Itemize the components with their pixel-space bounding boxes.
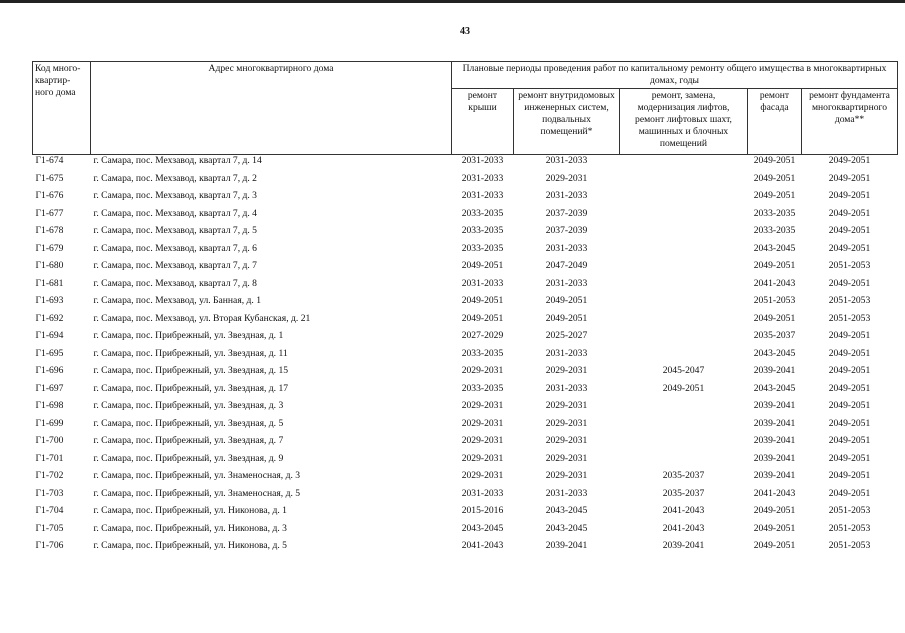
foundation-period: 2049-2051 xyxy=(828,452,871,464)
lifts-period xyxy=(620,348,748,366)
lifts-period xyxy=(620,453,748,471)
foundation-period: 2049-2051 xyxy=(828,207,871,219)
lifts-period xyxy=(620,435,748,453)
house-address: г. Самара, пос. Мехзавод, квартал 7, д. 7 xyxy=(93,260,257,271)
roof-period: 2041-2043 xyxy=(461,540,504,551)
foundation-period: 2049-2051 xyxy=(828,417,871,429)
house-address: г. Самара, пос. Прибрежный, ул. Звездная, д. 1 xyxy=(93,330,284,341)
house-address: г. Самара, пос. Прибрежный, ул. Звездная, д. 5 xyxy=(93,417,284,429)
house-code: Г1-694 xyxy=(35,330,64,341)
house-code: Г1-699 xyxy=(35,417,64,429)
house-code: Г1-695 xyxy=(35,347,64,359)
roof-period: 2031-2033 xyxy=(461,172,504,184)
header-lifts: ремонт, замена, модернизация лифтов, ремонт лифтовых шахт, машинных и блочных помещений xyxy=(620,89,748,155)
foundation-period: 2049-2051 xyxy=(828,435,871,446)
foundation-period: 2051-2053 xyxy=(828,312,871,324)
lifts-period xyxy=(620,225,748,243)
roof-period: 2033-2035 xyxy=(461,347,504,359)
systems-period: 2029-2031 xyxy=(545,452,588,464)
facade-period: 2049-2051 xyxy=(753,505,796,516)
house-address: г. Самара, пос. Мехзавод, квартал 7, д. 3 xyxy=(93,190,257,201)
foundation-period: 2049-2051 xyxy=(828,382,871,394)
facade-period: 2039-2041 xyxy=(753,452,796,464)
foundation-period: 2049-2051 xyxy=(828,347,871,359)
house-code: Г1-693 xyxy=(35,295,64,306)
table-row xyxy=(33,453,898,471)
table-row xyxy=(33,435,898,453)
roof-period: 2043-2045 xyxy=(461,522,504,534)
house-address: г. Самара, пос. Мехзавод, квартал 7, д. 2 xyxy=(93,172,257,184)
systems-period: 2047-2049 xyxy=(545,260,588,271)
house-code: Г1-706 xyxy=(35,540,64,551)
foundation-period: 2049-2051 xyxy=(828,172,871,184)
roof-period: 2029-2031 xyxy=(461,470,504,481)
house-address: г. Самара, пос. Прибрежный, ул. Звездная, д. 15 xyxy=(93,365,289,376)
house-address: г. Самара, пос. Прибрежный, ул. Знаменосная, д. 3 xyxy=(93,470,301,481)
facade-period: 2039-2041 xyxy=(753,470,796,481)
lifts-period xyxy=(620,260,748,278)
table-row xyxy=(33,155,898,173)
lifts-period xyxy=(620,313,748,331)
facade-period: 2049-2051 xyxy=(753,172,796,184)
lifts-period xyxy=(620,155,748,173)
roof-period: 2015-2016 xyxy=(461,505,504,516)
table-row xyxy=(33,365,898,383)
table-row xyxy=(33,383,898,401)
systems-period: 2043-2045 xyxy=(545,505,588,516)
house-address: г. Самара, пос. Прибрежный, ул. Никонова, д. 1 xyxy=(93,505,287,516)
systems-period: 2043-2045 xyxy=(545,522,588,534)
foundation-period: 2049-2051 xyxy=(828,365,871,376)
house-code: Г1-677 xyxy=(35,207,64,219)
house-code: Г1-698 xyxy=(35,400,64,411)
foundation-period: 2049-2051 xyxy=(828,242,871,254)
lifts-period xyxy=(620,278,748,296)
table-row xyxy=(33,400,898,418)
house-code: Г1-680 xyxy=(35,260,64,271)
house-address: г. Самара, пос. Прибрежный, ул. Звездная, д. 9 xyxy=(93,452,284,464)
foundation-period: 2049-2051 xyxy=(828,330,871,341)
house-address: г. Самара, пос. Мехзавод, квартал 7, д. 6 xyxy=(93,242,257,254)
header-periods: Плановые периоды проведения работ по капитальному ремонту общего имущества в многоквартирных домах, годы xyxy=(452,62,898,89)
systems-period: 2049-2051 xyxy=(545,295,588,306)
header-facade: ремонт фасада xyxy=(748,89,802,155)
house-code: Г1-674 xyxy=(35,155,64,166)
house-code: Г1-696 xyxy=(35,365,64,376)
lifts-period: 2045-2047 xyxy=(662,365,705,376)
table-row xyxy=(33,348,898,366)
facade-period: 2049-2051 xyxy=(753,522,796,534)
facade-period: 2033-2035 xyxy=(753,207,796,219)
foundation-period: 2049-2051 xyxy=(828,400,871,411)
facade-period: 2043-2045 xyxy=(753,242,796,254)
house-code: Г1-676 xyxy=(35,190,64,201)
header-roof: ремонт крыши xyxy=(452,89,514,155)
table-row xyxy=(33,540,898,558)
facade-period: 2039-2041 xyxy=(753,400,796,411)
facade-period: 2039-2041 xyxy=(753,435,796,446)
facade-period: 2041-2043 xyxy=(753,487,796,499)
header-foundation: ремонт фундамента многоквартирного дома** xyxy=(802,89,898,155)
house-address: г. Самара, пос. Прибрежный, ул. Знаменосная, д. 5 xyxy=(93,487,301,499)
lifts-period xyxy=(620,400,748,418)
table-row xyxy=(33,330,898,348)
table-row xyxy=(33,278,898,296)
house-address: г. Самара, пос. Мехзавод, ул. Банная, д. 1 xyxy=(93,295,262,306)
systems-period: 2031-2033 xyxy=(545,382,588,394)
table-row xyxy=(33,313,898,331)
roof-period: 2033-2035 xyxy=(461,242,504,254)
facade-period: 2049-2051 xyxy=(753,312,796,324)
roof-period: 2029-2031 xyxy=(461,400,504,411)
facade-period: 2041-2043 xyxy=(753,277,796,289)
facade-period: 2043-2045 xyxy=(753,347,796,359)
house-code: Г1-692 xyxy=(35,312,64,324)
house-code: Г1-679 xyxy=(35,242,64,254)
systems-period: 2029-2031 xyxy=(545,172,588,184)
foundation-period: 2051-2053 xyxy=(828,522,871,534)
house-code: Г1-681 xyxy=(35,277,64,289)
systems-period: 2031-2033 xyxy=(545,190,588,201)
facade-period: 2039-2041 xyxy=(753,365,796,376)
roof-period: 2029-2031 xyxy=(461,452,504,464)
house-address: г. Самара, пос. Прибрежный, ул. Звездная, д. 17 xyxy=(93,382,289,394)
lifts-period xyxy=(620,243,748,261)
facade-period: 2049-2051 xyxy=(753,540,796,551)
header-systems: ремонт внутридомовых инженерных систем, подвальных помещений* xyxy=(514,89,620,155)
table-row xyxy=(33,173,898,191)
foundation-period: 2051-2053 xyxy=(828,540,871,551)
foundation-period: 2049-2051 xyxy=(828,470,871,481)
systems-period: 2029-2031 xyxy=(545,400,588,411)
header-code: Код много-квартир-ного дома xyxy=(33,62,91,155)
house-address: г. Самара, пос. Мехзавод, квартал 7, д. 8 xyxy=(93,277,257,289)
roof-period: 2029-2031 xyxy=(461,435,504,446)
house-code: Г1-697 xyxy=(35,382,64,394)
roof-period: 2049-2051 xyxy=(461,295,504,306)
roof-period: 2031-2033 xyxy=(461,155,504,166)
lifts-period xyxy=(620,330,748,348)
lifts-period: 2035-2037 xyxy=(662,470,705,481)
page-top-rule xyxy=(0,0,905,3)
foundation-period: 2051-2053 xyxy=(828,260,871,271)
table-row xyxy=(33,295,898,313)
roof-period: 2033-2035 xyxy=(461,382,504,394)
table-row xyxy=(33,190,898,208)
lifts-period: 2035-2037 xyxy=(662,487,705,499)
foundation-period: 2049-2051 xyxy=(828,155,871,166)
table-row xyxy=(33,208,898,226)
systems-period: 2029-2031 xyxy=(545,365,588,376)
house-code: Г1-701 xyxy=(35,452,64,464)
house-code: Г1-700 xyxy=(35,435,64,446)
house-code: Г1-702 xyxy=(35,470,64,481)
systems-period: 2029-2031 xyxy=(545,470,588,481)
systems-period: 2031-2033 xyxy=(545,155,588,166)
facade-period: 2035-2037 xyxy=(753,330,796,341)
lifts-period: 2041-2043 xyxy=(662,522,705,534)
roof-period: 2027-2029 xyxy=(461,330,504,341)
facade-period: 2039-2041 xyxy=(753,417,796,429)
facade-period: 2049-2051 xyxy=(753,190,796,201)
foundation-period: 2051-2053 xyxy=(828,295,871,306)
house-address: г. Самара, пос. Прибрежный, ул. Звездная, д. 7 xyxy=(93,435,284,446)
roof-period: 2049-2051 xyxy=(461,312,504,324)
page-number: 43 xyxy=(460,26,470,37)
facade-period: 2051-2053 xyxy=(753,295,796,306)
systems-period: 2031-2033 xyxy=(545,242,588,254)
house-address: г. Самара, пос. Прибрежный, ул. Никонова, д. 3 xyxy=(93,522,287,534)
lifts-period xyxy=(620,418,748,436)
house-code: Г1-703 xyxy=(35,487,64,499)
roof-period: 2029-2031 xyxy=(461,417,504,429)
roof-period: 2029-2031 xyxy=(461,365,504,376)
systems-period: 2029-2031 xyxy=(545,435,588,446)
lifts-period xyxy=(620,295,748,313)
systems-period: 2037-2039 xyxy=(545,225,588,236)
house-address: г. Самара, пос. Мехзавод, квартал 7, д. 5 xyxy=(93,225,257,236)
foundation-period: 2049-2051 xyxy=(828,487,871,499)
facade-period: 2049-2051 xyxy=(753,260,796,271)
table-row xyxy=(33,505,898,523)
house-address: г. Самара, пос. Прибрежный, ул. Звездная, д. 3 xyxy=(93,400,284,411)
roof-period: 2049-2051 xyxy=(461,260,504,271)
lifts-period: 2049-2051 xyxy=(662,382,705,394)
house-address: г. Самара, пос. Мехзавод, ул. Вторая Кубанская, д. 21 xyxy=(93,312,311,324)
house-address: г. Самара, пос. Мехзавод, квартал 7, д. 14 xyxy=(93,155,262,166)
table-row xyxy=(33,243,898,261)
table-body xyxy=(33,155,898,558)
facade-period: 2049-2051 xyxy=(753,155,796,166)
systems-period: 2031-2033 xyxy=(545,487,588,499)
systems-period: 2025-2027 xyxy=(545,330,588,341)
house-address: г. Самара, пос. Мехзавод, квартал 7, д. 4 xyxy=(93,207,257,219)
roof-period: 2031-2033 xyxy=(461,190,504,201)
facade-period: 2043-2045 xyxy=(753,382,796,394)
table-row xyxy=(33,260,898,278)
table-row xyxy=(33,225,898,243)
systems-period: 2049-2051 xyxy=(545,312,588,324)
table-row xyxy=(33,488,898,506)
table-row xyxy=(33,470,898,488)
table-row xyxy=(33,418,898,436)
foundation-period: 2049-2051 xyxy=(828,277,871,289)
house-code: Г1-678 xyxy=(35,225,64,236)
foundation-period: 2049-2051 xyxy=(828,190,871,201)
roof-period: 2031-2033 xyxy=(461,487,504,499)
lifts-period xyxy=(620,208,748,226)
table-row xyxy=(33,523,898,541)
header-address: Адрес многоквартирного дома xyxy=(91,62,452,155)
house-code: Г1-705 xyxy=(35,522,64,534)
lifts-period: 2041-2043 xyxy=(662,505,705,516)
facade-period: 2033-2035 xyxy=(753,225,796,236)
lifts-period: 2039-2041 xyxy=(662,540,705,551)
systems-period: 2037-2039 xyxy=(545,207,588,219)
house-code: Г1-704 xyxy=(35,505,64,516)
foundation-period: 2049-2051 xyxy=(828,225,871,236)
house-address: г. Самара, пос. Прибрежный, ул. Звездная, д. 11 xyxy=(93,347,288,359)
lifts-period xyxy=(620,173,748,191)
capital-repair-table xyxy=(32,61,898,558)
roof-period: 2031-2033 xyxy=(461,277,504,289)
house-address: г. Самара, пос. Прибрежный, ул. Никонова, д. 5 xyxy=(93,540,287,551)
systems-period: 2031-2033 xyxy=(545,277,588,289)
systems-period: 2039-2041 xyxy=(545,540,588,551)
systems-period: 2029-2031 xyxy=(545,417,588,429)
house-code: Г1-675 xyxy=(35,172,64,184)
foundation-period: 2051-2053 xyxy=(828,505,871,516)
roof-period: 2033-2035 xyxy=(461,225,504,236)
lifts-period xyxy=(620,190,748,208)
roof-period: 2033-2035 xyxy=(461,207,504,219)
systems-period: 2031-2033 xyxy=(545,347,588,359)
